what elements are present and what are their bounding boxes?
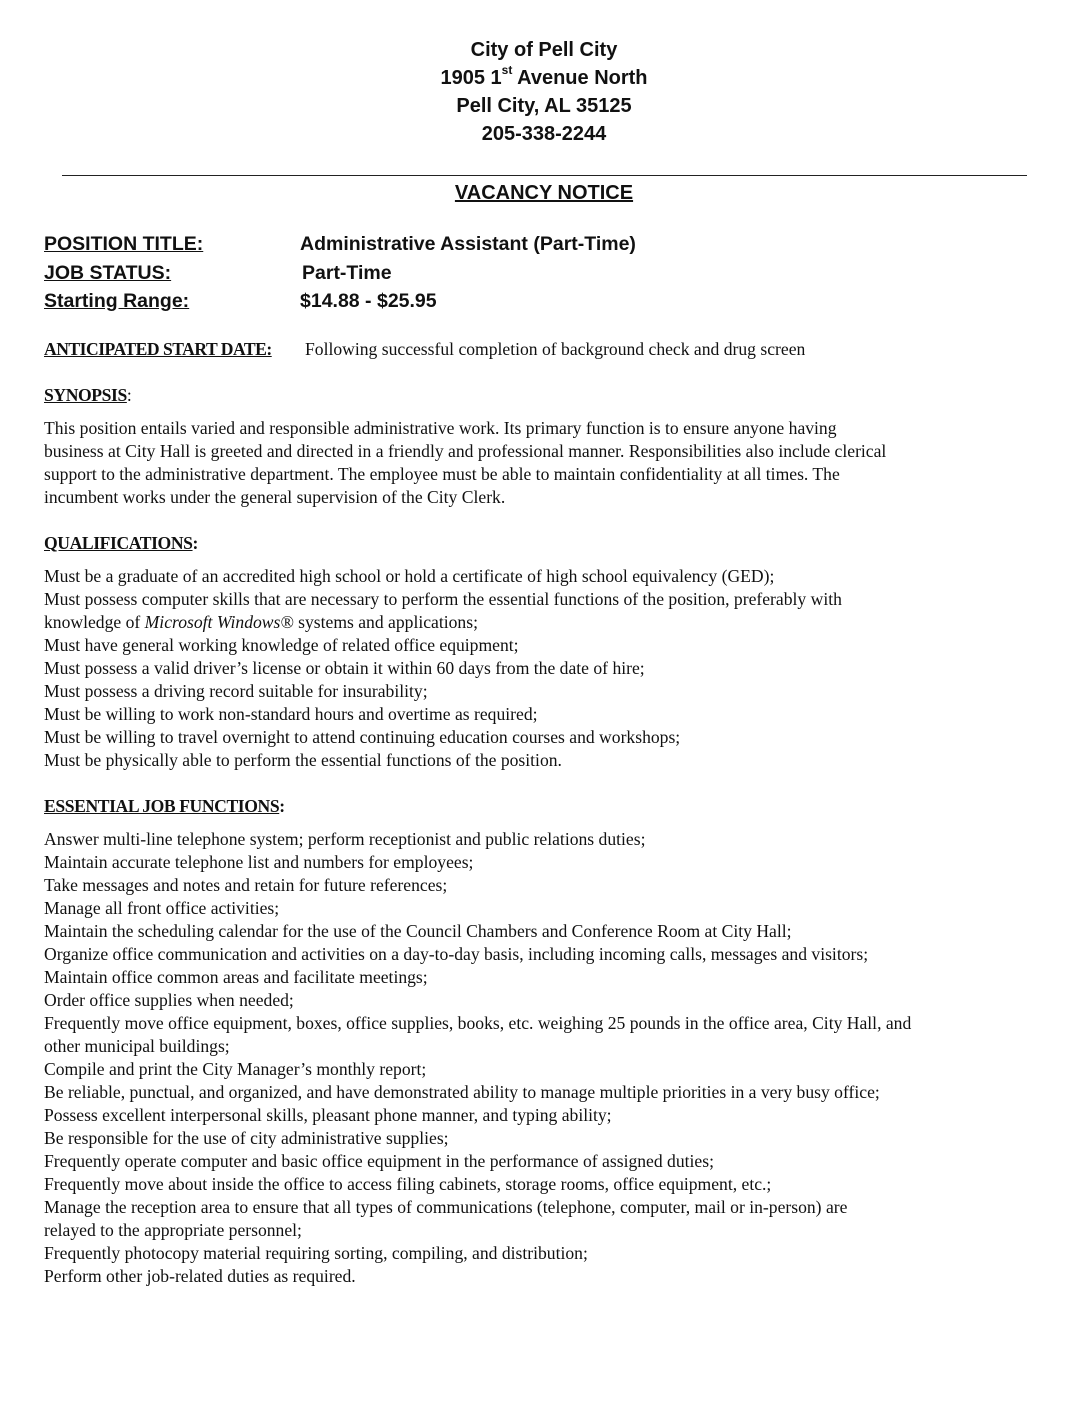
function-item: Frequently operate computer and basic office equipment in the performance of assigned duties;	[44, 1151, 714, 1171]
synopsis-body	[44, 417, 1044, 509]
address-number: 1905 1	[440, 67, 502, 89]
synopsis-line: incumbent works under the general supervision of the City Clerk.	[44, 487, 506, 507]
qualification-text: knowledge of	[44, 612, 145, 632]
function-item: Order office supplies when needed;	[44, 990, 294, 1010]
qualification-item: Must be physically able to perform the essential functions of the position.	[44, 750, 562, 770]
qualification-item: Must be a graduate of an accredited high school or hold a certificate of high school equivalency (GED);	[44, 566, 775, 586]
function-item: Manage the reception area to ensure that all types of communications (telephone, computer, mail or in-person) are	[44, 1197, 848, 1217]
function-item: Compile and print the City Manager’s monthly report;	[44, 1059, 427, 1079]
address-street: Avenue North	[512, 67, 648, 89]
qualification-item: Must be willing to work non-standard hours and overtime as required;	[44, 704, 538, 724]
function-item: Possess excellent interpersonal skills, pleasant phone manner, and typing ability;	[44, 1105, 612, 1125]
starting-range-value: $14.88 - $25.95	[300, 290, 437, 312]
address-ordinal: st	[501, 63, 513, 78]
qualifications-list	[44, 565, 1044, 772]
function-item: Be responsible for the use of city administrative supplies;	[44, 1128, 449, 1148]
function-item: Perform other job-related duties as required.	[44, 1266, 356, 1286]
qualification-item: Must have general working knowledge of related office equipment;	[44, 635, 519, 655]
notice-title: VACANCY NOTICE	[454, 182, 634, 204]
letterhead	[0, 36, 1088, 148]
function-item: Maintain accurate telephone list and numbers for employees;	[44, 852, 474, 872]
synopsis-line: This position entails varied and responsible administrative work. Its primary function is to ensure anyone having	[44, 418, 837, 438]
anticipated-start-date	[44, 338, 806, 361]
org-address	[0, 64, 1088, 92]
function-item: Frequently photocopy material requiring sorting, compiling, and distribution;	[44, 1243, 588, 1263]
function-item: Frequently move office equipment, boxes, office supplies, books, etc. weighing 25 pounds in the office area, City Hall, and	[44, 1013, 912, 1033]
function-item: Answer multi-line telephone system; perform receptionist and public relations duties;	[44, 829, 646, 849]
qualification-text: systems and applications;	[293, 612, 478, 632]
synopsis-line: business at City Hall is greeted and directed in a friendly and professional manner. Responsibilities also include clerical	[44, 441, 887, 461]
function-item: Take messages and notes and retain for future references;	[44, 875, 448, 895]
start-date-label: ANTICIPATED START DATE:	[44, 339, 272, 359]
function-item: Manage all front office activities;	[44, 898, 280, 918]
synopsis-heading	[44, 384, 131, 407]
job-status-value: Part-Time	[302, 261, 392, 284]
function-item: Maintain the scheduling calendar for the use of the Council Chambers and Conference Room at City Hall;	[44, 921, 792, 941]
synopsis-line: support to the administrative department. The employee must be able to maintain confidentiality at all times. The	[44, 464, 840, 484]
position-title-label: POSITION TITLE:	[44, 233, 204, 255]
qualifications-heading-colon: :	[192, 533, 199, 553]
org-name: City of Pell City	[470, 39, 618, 61]
function-item: Frequently move about inside the office to access filing cabinets, storage rooms, office equipment, etc.;	[44, 1174, 772, 1194]
qualifications-heading-text: QUALIFICATIONS	[44, 533, 193, 553]
qualification-software-name: Microsoft Windows®	[144, 612, 294, 632]
function-item-continued: relayed to the appropriate personnel;	[44, 1220, 302, 1240]
function-item: Be reliable, punctual, and organized, and have demonstrated ability to manage multiple priorities in a very busy office;	[44, 1082, 880, 1102]
function-item-continued: other municipal buildings;	[44, 1036, 230, 1056]
org-phone: 205-338-2244	[481, 123, 607, 145]
qualification-item: Must possess a valid driver’s license or obtain it within 60 days from the date of hire;	[44, 658, 645, 678]
position-title-value: Administrative Assistant (Part-Time)	[300, 233, 636, 255]
job-status-label: JOB STATUS:	[44, 261, 172, 284]
functions-heading-text: ESSENTIAL JOB FUNCTIONS	[44, 796, 280, 816]
qualification-item-continued	[44, 611, 1044, 634]
starting-range-label: Starting Range:	[44, 290, 190, 312]
qualification-item: Must possess computer skills that are necessary to perform the essential functions of the position, preferably with	[44, 589, 842, 609]
synopsis-heading-text: SYNOPSIS	[44, 385, 127, 405]
qualification-item: Must be willing to travel overnight to attend continuing education courses and workshops;	[44, 727, 681, 747]
function-item: Maintain office common areas and facilitate meetings;	[44, 967, 428, 987]
org-city-state-zip: Pell City, AL 35125	[456, 95, 632, 117]
functions-heading-colon: :	[279, 796, 285, 816]
qualifications-heading	[44, 532, 198, 555]
functions-list	[44, 828, 1044, 1288]
synopsis-heading-colon: :	[126, 385, 132, 405]
start-date-value: Following successful completion of background check and drug screen	[305, 339, 806, 359]
function-item: Organize office communication and activities on a day-to-day basis, including incoming calls, messages and visitors;	[44, 944, 869, 964]
qualification-item: Must possess a driving record suitable for insurability;	[44, 681, 428, 701]
header-divider	[62, 175, 1027, 176]
functions-heading	[44, 795, 285, 818]
